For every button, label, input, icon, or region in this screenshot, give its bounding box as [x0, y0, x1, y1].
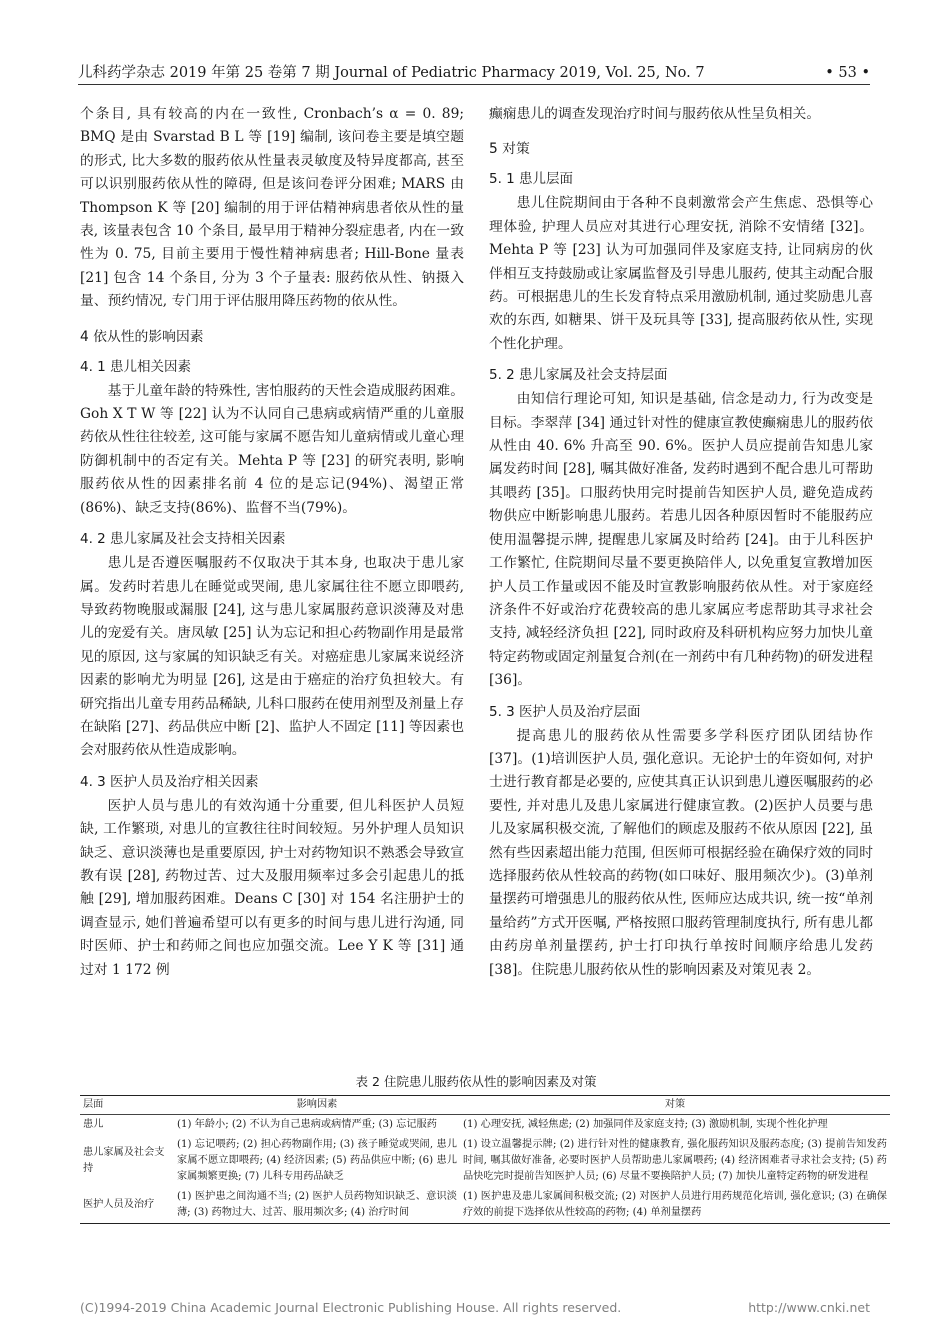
paragraph-5-3: 提高患儿的服药依从性需要多学科医疗团队团结协作 [37]。(1)培训医护人员, 强化意识。无论护士的年资如何, 对护士进行教育都是必要的, 应使其真正认识到患儿遵医嘱服药的必要性, 并对患儿及患儿家属进行健康宣教。(2)医护人员要与患儿及家属积极交流, 了解他们的顾虑及服药不依从原因 [22], 虽然有些因素超出能力范围, 但医师可根据经验在确保疗效的同时选择服药依从性较高的药物(如口味好、服用频次少)。(3)单剂量摆药可增强患儿的服药依从性, 医师应达成共识, 统一按“单剂量给药”方式开医嘱, 严格按照口服药管理制度执行, 所有患儿都由药房单剂量摆药, 护士打印执行单按时间顺序给患儿发药 [38]。住院患儿服药依从性的影响因素及对策见表 2。	[489, 727, 873, 978]
table-row	[80, 1187, 890, 1224]
table-row	[80, 1115, 890, 1136]
paragraph-4-1: 基于儿童年龄的特殊性, 害怕服药的天性会造成服药困难。Goh X T W 等 [22] 认为不认同自己患病或病情严重的儿童服药依从性往往较差, 这可能与家属不愿告知儿童病情或儿童心理防御机制中的否定有关。Mehta P 等 [23] 的研究表明, 影响服药依从性的因素排名前 4 位的是忘记(94%)、渴望正常(86%)、缺乏支持(86%)、监督不当(79%)。	[80, 382, 464, 516]
page-number: • 53 •	[825, 65, 870, 81]
paragraph-4-2: 患儿是否遵医嘱服药不仅取决于其本身, 也取决于患儿家属。发药时若患儿在睡觉或哭闹, 患儿家属往往不愿立即喂药, 导致药物晚服或漏服 [24], 这与患儿家属服药意识淡薄及对患儿的宠爱有关。唐凤敏 [25] 认为忘记和担心药物副作用是最常见的原因, 这与家属的知识缺乏有关。对癌症患儿家属来说经济因素的影响尤为明显 [26], 这是由于癌症的治疗负担较大。有研究指出儿童专用药品稀缺, 儿科口服药在使用剂型及剂量上存在缺陷 [27]、药品供应中断 [2]、监护人不固定 [11] 等因素也会对服药依从性造成影响。	[80, 555, 464, 759]
table-caption: 表 2 住院患儿服药依从性的影响因素及对策	[355, 1074, 597, 1089]
table-header-row	[80, 1096, 890, 1115]
cell-factors: (1) 忘记喂药; (2) 担心药物副作用; (3) 孩子睡觉或哭闹, 患儿家属不愿立即喂药; (4) 经济因素; (5) 药品供应中断; (6) 患儿家属频繁更换; (7) 儿科专用药品缺乏	[177, 1139, 457, 1182]
copyright-text: (C)1994-2019 China Academic Journal Electronic Publishing House. All rights reserved.	[80, 1300, 622, 1315]
cell-factors: (1) 医护患之间沟通不当; (2) 医护人员药物知识缺乏、意识淡薄; (3) 药物过大、过苦、服用频次多; (4) 治疗时间	[174, 1187, 460, 1224]
paragraph-4-3: 医护人员与患儿的有效沟通十分重要, 但儿科医护人员短缺, 工作繁琐, 对患儿的宣教往往时间较短。另外护理人员知识缺乏、意识淡薄也是重要原因, 护士对药物知识不熟悉会导致宣教有误 [28], 药物过苦、过大及服用频率过多会引起患儿的抵触 [29], 增加服药困难。Deans C [30] 对 154 名注册护士的调查显示, 她们普遍希望可以有更多的时间与患儿进行沟通, 同时医师、护士和药师之间也应加强交流。Lee Y K 等 [31] 通过对 1 172 例	[80, 797, 464, 978]
header-level: 层面	[80, 1096, 174, 1115]
subsection-heading-5-3: 5. 3 医护人员及治疗层面	[489, 703, 641, 720]
paragraph-5-2: 由知信行理论可知, 知识是基础, 信念是动力, 行为改变是目标。李翠萍 [34] 通过针对性的健康宣教使癫痫患儿的服药依从性由 40. 6% 升高至 90. 6%。医护人员应提前告知患儿家属发药时间 [28], 嘱其做好准备, 发药时遇到不配合患儿可帮助其喂药 [35]。口服药快用完时提前告知医护人员, 避免造成药物供应中断影响患儿服药。若患儿因各种原因暂时不能服药应使用温馨提示牌, 提醒患儿家属及时给药 [24]。由于儿科医护工作繁忙, 住院期间尽量不要更换陪伴人, 以免重复宣教增加医护人员工作量或因不能及时宣教影响服药依从性。对于家庭经济条件不好或治疗花费较高的患儿家属应考虑帮助其寻求社会支持, 减轻经济负担 [22], 同时政府及科研机构应努力加快儿童特定药物或固定剂量复合剂(在一剂药中有几种药物)的研发进程 [36]。	[489, 391, 873, 689]
journal-title: 儿科药学杂志 2019 年第 25 卷第 7 期 Journal of Pediatric Pharmacy 2019, Vol. 25, No. 7	[78, 65, 705, 81]
paragraph-scales: 个条目, 具有较高的内在一致性, Cronbach’s α = 0. 89; BMQ 是由 Svarstad B L 等 [19] 编制, 该问卷主要是填空题的形式, 比大多数的服药依从性量表灵敏度及特异度都高, 甚至可以识别服药依从性的障碍, 但是该问卷评分困难; MARS 由 Thompson K 等 [20] 编制的用于评估精神病患者依从性的量表, 该量表包含 10 个条目, 最早用于精神分裂症患者, 内在一致性为 0. 75, 目前主要用于慢性精神病患者; Hill-Bone 量表 [21] 包含 14 个条目, 分为 3 个子量表: 服药依从性、钠摄入量、预约情况, 专门用于评估服用降压药物的依从性。	[80, 106, 464, 310]
cell-level: 患儿家属及社会支持	[83, 1147, 165, 1174]
table-row	[80, 1135, 890, 1187]
subsection-heading-4-1: 4. 1 患儿相关因素	[80, 358, 192, 375]
cell-factors: (1) 年龄小; (2) 不认为自己患病或病情严重; (3) 忘记服药	[177, 1119, 437, 1130]
cell-level: 医护人员及治疗	[80, 1187, 174, 1224]
paragraph-continued: 癫痫患儿的调查发现治疗时间与服药依从性呈负相关。	[489, 106, 821, 122]
header-countermeasures: 对策	[460, 1096, 890, 1115]
header-factors: 影响因素	[174, 1096, 460, 1115]
running-header	[78, 62, 870, 85]
section-heading-5: 5 对策	[489, 141, 530, 158]
right-column	[489, 103, 873, 982]
cell-countermeasures: (1) 医护患及患儿家属间积极交流; (2) 对医护人员进行用药规范化培训, 强化意识; (3) 在确保疗效的前提下选择依从性较高的药物; (4) 单剂量摆药	[460, 1187, 890, 1224]
subsection-heading-5-1: 5. 1 患儿层面	[489, 171, 574, 188]
left-column	[80, 103, 464, 982]
cnki-link[interactable]: http://www.cnki.net	[748, 1300, 870, 1315]
table-2	[80, 1073, 887, 1224]
subsection-heading-4-3: 4. 3 医护人员及治疗相关因素	[80, 773, 259, 790]
subsection-heading-4-2: 4. 2 患儿家属及社会支持相关因素	[80, 531, 286, 548]
cell-countermeasures: (1) 设立温馨提示牌; (2) 进行针对性的健康教育, 强化服药知识及服药态度; (3) 提前告知发药时间, 嘱其做好准备, 必要时医护人员帮助患儿家属喂药; (4) 经济困难者寻求社会支持; (5) 药品快吃完时提前告知医护人员; (6) 尽量不要换陪护人员; (7) 加快儿童特定药物的研发进程	[463, 1139, 887, 1182]
subsection-heading-5-2: 5. 2 患儿家属及社会支持层面	[489, 367, 668, 384]
cell-countermeasures: (1) 心理安抚, 减轻焦虑; (2) 加强同伴及家庭支持; (3) 激励机制, 实现个性化护理	[463, 1119, 828, 1130]
paragraph-5-1: 患儿住院期间由于各种不良刺激常会产生焦虑、恐惧等心理体验, 护理人员应对其进行心理安抚, 消除不安情绪 [32]。Mehta P 等 [23] 认为可加强同伴及家庭支持, 让同病房的伙伴相互支持鼓励或让家属监督及引导患儿服药, 使其主动配合服药。可根据患儿的生长发育特点采用激励机制, 通过奖励患儿喜欢的东西, 如糖果、饼干及玩具等 [33], 提高服药依从性, 实现个性化护理。	[489, 195, 873, 352]
factors-table	[80, 1095, 890, 1224]
section-heading-4: 4 依从性的影响因素	[80, 328, 204, 345]
cell-level: 患儿	[83, 1119, 104, 1130]
